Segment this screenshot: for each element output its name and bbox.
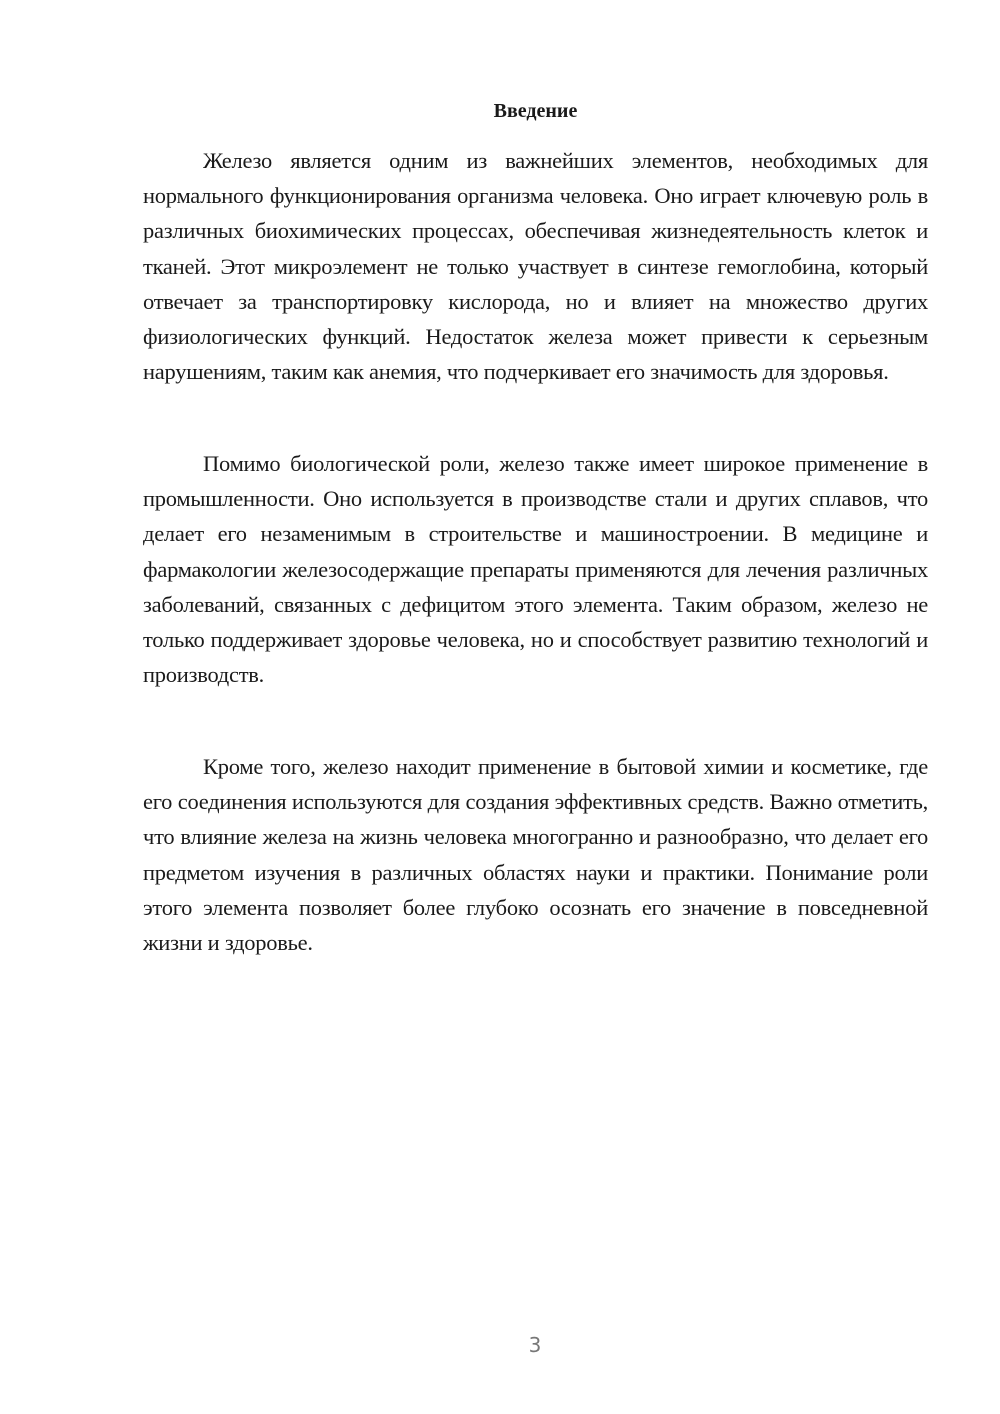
- page-number: 3: [528, 1333, 542, 1357]
- paragraph-1-block: [143, 143, 928, 389]
- paragraph: Помимо биологической роли, железо также имеет широкое применение в промышленности. Оно используется в производстве стали и других сплавов, что делает его незаменимым в строительстве и машиностроении. В медицине и фармакологии железосодержащие препараты применяются для лечения различных заболеваний, связанных с дефицитом этого элемента. Таким образом, железо не только поддерживает здоровье человека, но и способствует развитию технологий и производств.: [143, 451, 928, 688]
- section-title: Введение: [493, 100, 578, 122]
- paragraph-2-block: [143, 446, 928, 692]
- paragraph-3-block: [143, 749, 928, 960]
- paragraph: Кроме того, железо находит применение в бытовой химии и косметике, где его соединения используются для создания эффективных средств. Важно отметить, что влияние железа на жизнь человека многогранно и разнообразно, что делает его предметом изучения в различных областях науки и практики. Понимание роли этого элемента позволяет более глубоко осознать его значение в повседневной жизни и здоровье.: [143, 754, 928, 956]
- paragraph: Железо является одним из важнейших элементов, необходимых для нормального функционирования организма человека. Оно играет ключевую роль в различных биохимических процессах, обеспечивая жизнедеятельность клеток и тканей. Этот микроэлемент не только участвует в синтезе гемоглобина, который отвечает за транспортировку кислорода, но и влияет на множество других физиологических функций. Недостаток железа может привести к серьезным нарушениям, таким как анемия, что подчеркивает его значимость для здоровья.: [143, 148, 928, 385]
